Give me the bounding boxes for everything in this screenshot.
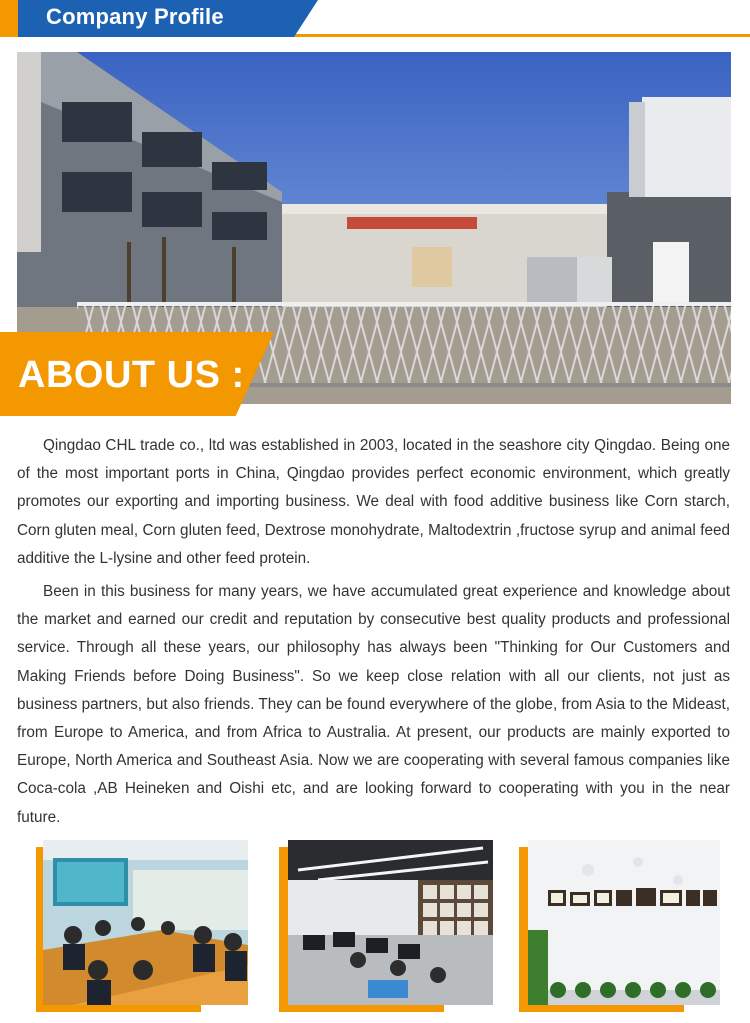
- section-title: Company Profile: [46, 4, 224, 29]
- section-header: [0, 0, 750, 37]
- about-us-heading: ABOUT US :: [18, 354, 245, 396]
- header-accent-block: [0, 0, 18, 37]
- company-intro-paragraph: Qingdao CHL trade co., ltd was established in 2003, located in the seashore city Qingdao. Being one of the most important ports in China, Qingdao provides perfect economic environment, which greatly promotes our exporting and importing business. We deal with food additive business like Corn starch, Corn gluten meal, Corn gluten feed, Dextrose monohydrate, Maltodextrin ,fructose syrup and animal feed additive the L-lysine and other feed protein.: [17, 437, 730, 567]
- company-history-paragraph: Been in this business for many years, we have accumulated great experience and knowledge about the market and earned our credit and reputation by consecutive best quality products and professional service. Through all these years, our philosophy has always been "Thinking for Our Customers and Making Friends before Doing Business". So we keep close relation with all our clients, not just as business partners, but also friends. They can be found everywhere of the globe, from Asia to the Mideast, from Europe to America, and from Africa to Australia. At present, our products are mainly exported to Europe, North America and Southeast Asia. Now we are cooperating with several famous companies like Coca-cola ,AB Heineken and Oishi etc, and are looking forward to cooperating with you in the near future.: [17, 583, 730, 826]
